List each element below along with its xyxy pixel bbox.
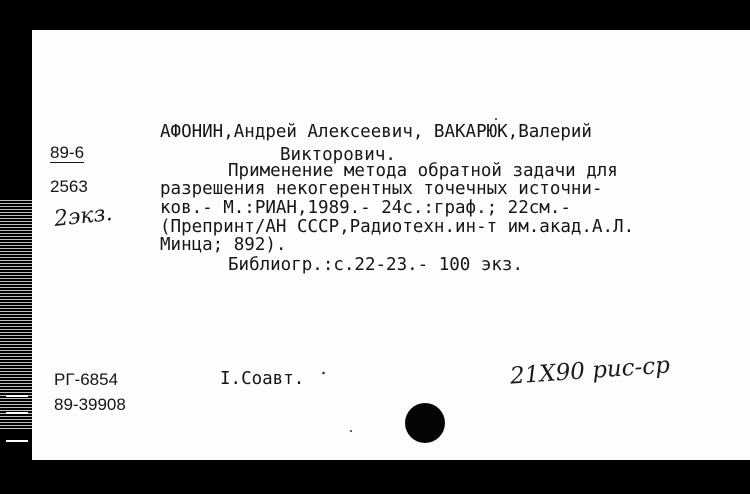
title-line: (Препринт/АН СССР,Радиотехн.ин-т им.акад.А.Л.: [160, 217, 635, 237]
title-line: разрешения некогерентных точечных источни-: [160, 179, 603, 199]
scanner-edge-tick: [6, 440, 28, 442]
author-line: АФОНИН,Андрей Алексеевич, ВАКАРЮК,Валерий: [160, 122, 592, 142]
catalog-card: [32, 30, 750, 460]
handwritten-copies-note: 2экз.: [52, 201, 114, 232]
dust-speck: [350, 430, 352, 432]
registry-number: 89-39908: [54, 395, 126, 414]
author-continuation: Викторович.: [280, 145, 396, 165]
tracing-note: I.Соавт.: [220, 369, 305, 389]
dust-speck: [322, 371, 326, 374]
call-number: 89-6: [50, 143, 85, 162]
title-line: Применение метода обратной задачи для: [228, 161, 618, 181]
rg-number: РГ-6854: [54, 370, 119, 389]
title-line: ков.- М.:РИАН,1989.- 24с.:граф.; 22см.-: [160, 198, 571, 218]
dust-speck: [495, 118, 497, 120]
title-line: Минца; 892).: [160, 235, 287, 255]
handwritten-code: 21Х90 рис-ср: [509, 352, 671, 390]
inventory-number: 2563: [50, 177, 88, 196]
scanner-edge-tick: [6, 412, 28, 414]
bibliography-note: Библиогр.:с.22-23.- 100 экз.: [228, 255, 524, 275]
punch-hole: [405, 403, 445, 443]
scanner-edge-tick: [6, 395, 28, 397]
